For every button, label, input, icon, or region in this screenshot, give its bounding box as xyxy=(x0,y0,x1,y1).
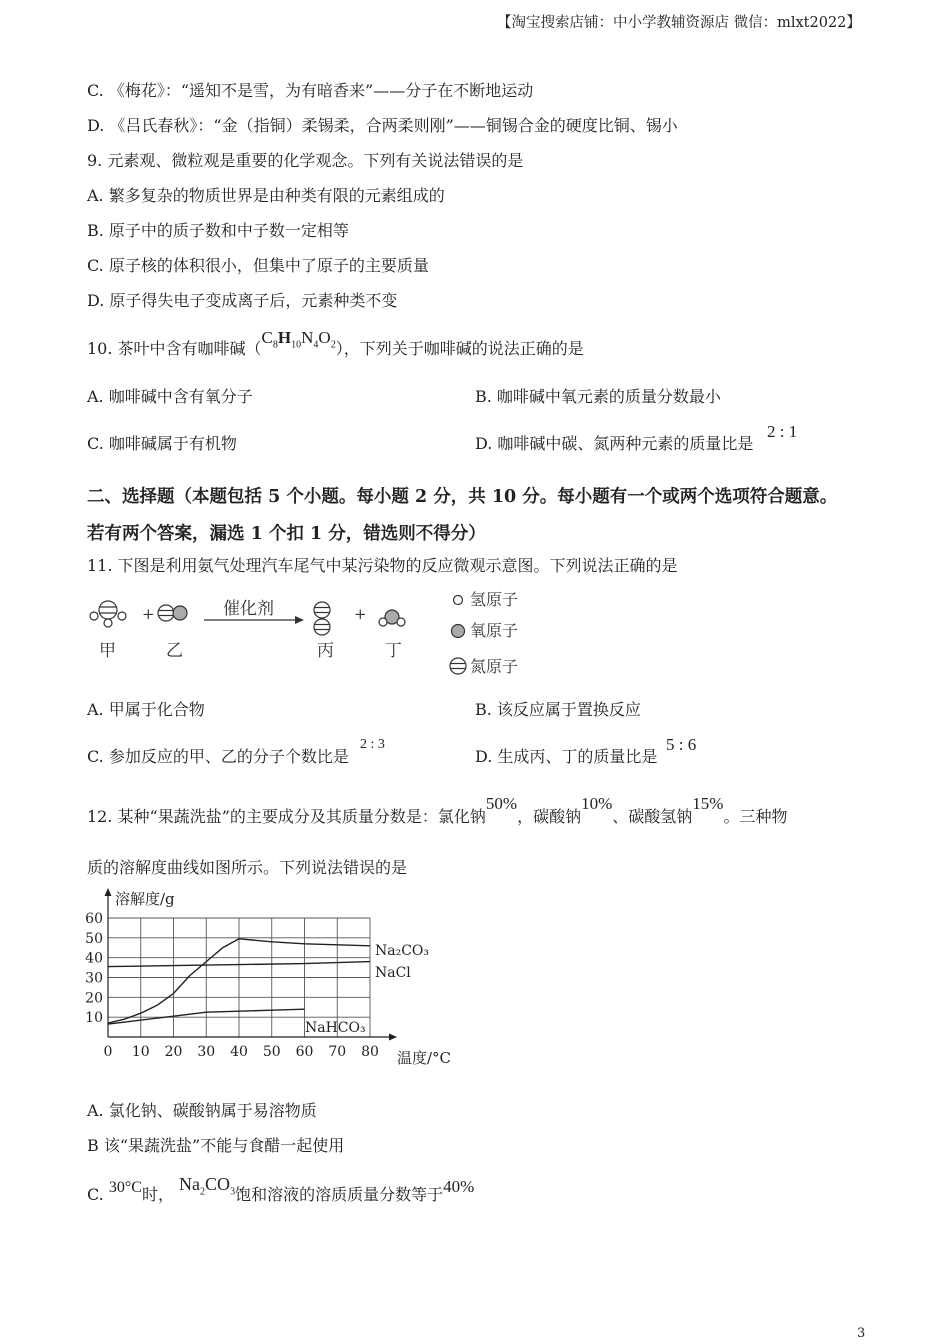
catalyst-label: 催化剂 xyxy=(223,599,274,619)
q10-option-d: D. 咖啡碱中碳、氮两种元素的质量比是 xyxy=(475,434,754,453)
q12-option-c: C. 30°C时， $Na_2CO_3$饱和溶液的溶质质量分数等于40% xyxy=(87,1174,475,1204)
x-axis-label: 温度/°C xyxy=(397,1049,452,1067)
x-tick-label: 50 xyxy=(262,1044,281,1060)
caffeine-formula: $C_8H_{10}N_4O_2$ xyxy=(261,328,336,351)
svg-text:氢原子: 氢原子 xyxy=(470,590,519,609)
label-yi: 乙 xyxy=(166,641,183,661)
x-tick-label: 80 xyxy=(361,1044,379,1060)
nahco3-percent: 15% xyxy=(692,794,724,813)
q11-option-d-ratio: 5 : 6 xyxy=(666,735,697,754)
arrow-head-icon xyxy=(295,616,304,624)
y-tick-label: 20 xyxy=(85,990,103,1007)
q12-option-b: B 该“果蔬洗盐”不能与食醋一起使用 xyxy=(87,1136,345,1155)
legend-nitrogen xyxy=(450,657,518,676)
section-2-rules: 若有两个答案，漏选 1 个扣 1 分，错选则不得分） xyxy=(87,524,486,544)
y-axis-label: 溶解度/g xyxy=(115,890,175,908)
q9-option-c: C. 原子核的体积很小，但集中了原子的主要质量 xyxy=(87,256,429,275)
page-number: 3 xyxy=(857,1326,866,1341)
q11-option-c-ratio: 2 : 3 xyxy=(360,737,385,752)
q10-stem-post: ），下列关于咖啡碱的说法正确的是 xyxy=(335,339,584,358)
svg-text:氮原子: 氮原子 xyxy=(470,657,519,676)
solubility-chart xyxy=(75,885,465,1085)
page-header: 【淘宝搜索店铺：中小学教辅资源店 微信：mlxt2022】 xyxy=(497,15,861,31)
plus-sign: + xyxy=(142,605,155,623)
q12-stem-line2: 质的溶解度曲线如图所示。下列说法错误的是 xyxy=(87,858,408,877)
q11-option-d: D. 生成丙、丁的质量比是 xyxy=(475,747,658,766)
series-name-label: NaHCO₃ xyxy=(305,1020,366,1036)
x-tick-label: 70 xyxy=(328,1044,347,1060)
y-tick-label: 40 xyxy=(85,950,103,967)
q10-option-d-ratio: 2 : 1 xyxy=(767,422,798,441)
q8-option-c: C. 《梅花》：“遥知不是雪，为有暗香来”——分子在不断地运动 xyxy=(87,81,534,100)
temperature-30c: 30°C xyxy=(108,1179,142,1196)
hydrogen-atom-icon xyxy=(454,596,463,605)
y-tick-label: 50 xyxy=(85,930,103,947)
q10-stem xyxy=(87,328,584,366)
x-tick-label: 40 xyxy=(230,1044,248,1060)
q11-option-c: C. 参加反应的甲、乙的分子个数比是 xyxy=(87,747,349,766)
x-tick-label: 20 xyxy=(164,1044,183,1060)
y-tick-label: 60 xyxy=(85,911,103,927)
q9-option-d: D. 原子得失电子变成离子后，元素种类不变 xyxy=(87,291,398,310)
q11-stem: 11. 下图是利用氨气处理汽车尾气中某污染物的反应微观示意图。下列说法正确的是 xyxy=(87,556,678,575)
oxygen-atom-icon xyxy=(452,625,465,638)
molecule-bing xyxy=(314,602,330,635)
molecule-jia xyxy=(90,601,126,627)
q8-option-d: D. 《吕氏春秋》：“金（指铜）柔锡柔，合两柔则刚”——铜锡合金的硬度比铜、锡小 xyxy=(87,116,678,135)
q10-stem-pre: 10. 茶叶中含有咖啡碱（ xyxy=(87,339,262,358)
series-name-label: Na₂CO₃ xyxy=(375,943,430,959)
x-tick-label: 60 xyxy=(295,1044,314,1060)
x-tick-label: 30 xyxy=(197,1044,216,1060)
x-tick-label: 0 xyxy=(103,1044,113,1060)
x-tick-label: 10 xyxy=(131,1044,150,1060)
molecule-yi xyxy=(158,605,187,621)
legend-hydrogen xyxy=(454,590,519,609)
label-bing: 丙 xyxy=(317,641,334,661)
nitrogen-atom-icon xyxy=(450,658,466,674)
chart-ticks xyxy=(85,911,379,1060)
y-tick-label: 30 xyxy=(85,970,103,987)
q9-option-a: A. 繁多复杂的物质世界是由种类有限的元素组成的 xyxy=(87,186,445,205)
svg-text:氧原子: 氧原子 xyxy=(470,621,519,640)
label-ding: 丁 xyxy=(385,641,402,661)
y-tick-label: 10 xyxy=(85,1010,103,1027)
q11-option-b: B. 该反应属于置换反应 xyxy=(475,700,641,719)
label-jia: 甲 xyxy=(99,641,116,661)
percent-40: 40% xyxy=(443,1177,475,1196)
q11-option-a: A. 甲属于化合物 xyxy=(87,700,205,719)
q9-stem: 9. 元素观、微粒观是重要的化学观念。下列有关说法错误的是 xyxy=(87,151,524,170)
q12-option-a: A. 氯化钠、碳酸钠属于易溶物质 xyxy=(87,1101,317,1120)
y-axis-arrow-icon xyxy=(105,888,112,896)
na2co3-percent: 10% xyxy=(581,794,613,813)
series-labels xyxy=(305,943,429,1036)
plus-sign-2: + xyxy=(354,605,367,623)
reaction-diagram xyxy=(80,584,550,684)
section-2-heading: 二、选择题（本题包括 5 个小题。每小题 2 分，共 10 分。每小题有一个或两个选项符合题意。 xyxy=(87,487,838,507)
legend-oxygen xyxy=(452,621,519,640)
q10-option-a: A. 咖啡碱中含有氧分子 xyxy=(87,387,253,406)
q10-option-c: C. 咖啡碱属于有机物 xyxy=(87,434,237,453)
q12-stem: 12. 某种“果蔬洗盐”的主要成分及其质量分数是：氯化钠50%，碳酸钠10%、碳酸氢钠15%。三种物 xyxy=(87,794,788,826)
x-axis-arrow-icon xyxy=(389,1034,397,1041)
na2co3-formula: $Na_2CO_3$ xyxy=(179,1174,236,1198)
nacl-percent: 50% xyxy=(485,794,518,813)
q10-option-b: B. 咖啡碱中氧元素的质量分数最小 xyxy=(475,387,721,406)
series-name-label: NaCl xyxy=(375,965,411,981)
molecule-ding xyxy=(379,610,405,626)
q9-option-b: B. 原子中的质子数和中子数一定相等 xyxy=(87,221,349,240)
